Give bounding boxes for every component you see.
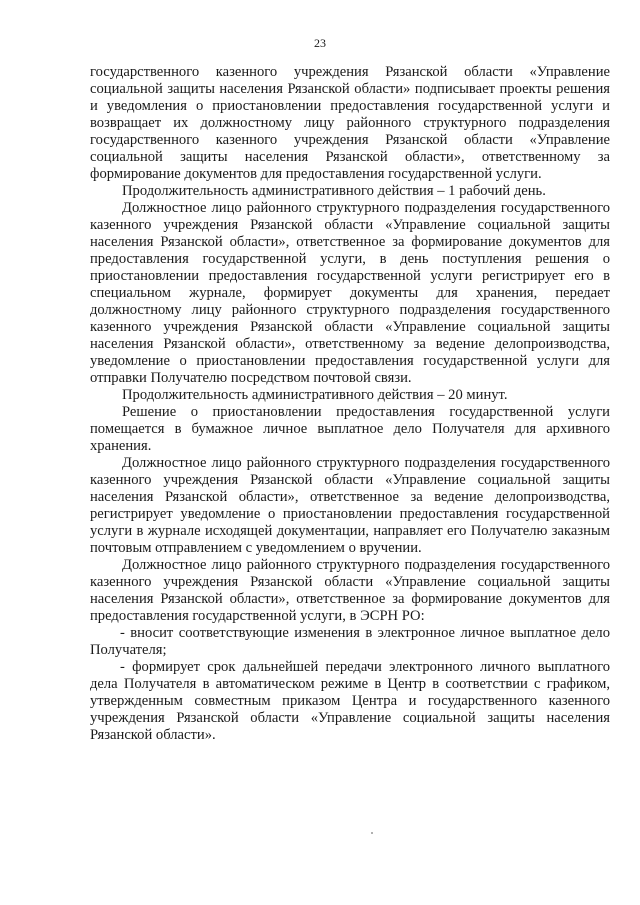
paragraph: государственного казенного учреждения Рязанской области «Управление социальной защиты населения Рязанской области» подписывает проекты решения и уведомления о приостановлении предоставления государственной услуги и возвращает их должностному лицу районного структурного подразделения государственного казенного учреждения Рязанской области «Управление социальной защиты населения Рязанской области», ответственному за формирование документов для предоставления государственной услуги.	[90, 64, 610, 182]
scan-speck	[371, 832, 373, 834]
paragraph: Должностное лицо районного структурного подразделения государственного казенного учреждения Рязанской области «Управление социальной защиты населения Рязанской области», ответственное за формирование документов для предоставления государственной услуги, в ЭСРН РО:	[90, 557, 610, 624]
paragraph: Продолжительность административного действия – 1 рабочий день.	[122, 183, 546, 199]
list-item: - формирует срок дальнейшей передачи электронного личного выплатного дела Получателя в автоматическом режиме в Центр в соответствии с графиком, утвержденным совместным приказом Центра и государственного казенного учреждения Рязанской области «Управление социальной защиты населения Рязанской области».	[90, 659, 610, 743]
page-number: 23	[314, 36, 326, 50]
body-text	[90, 64, 610, 744]
list-item: - вносит соответствующие изменения в электронное личное выплатное дело Получателя;	[90, 625, 610, 658]
paragraph: Должностное лицо районного структурного подразделения государственного казенного учреждения Рязанской области «Управление социальной защиты населения Рязанской области», ответственное за формирование документов для предоставления государственной услуги, в день поступления решения о приостановлении предоставления государственной услуги регистрирует его в специальном журнале, формирует документы для хранения, передает должностному лицу районного структурного подразделения государственного казенного учреждения Рязанской области «Управление социальной защиты населения Рязанской области», ответственному за ведение делопроизводства, уведомление о приостановлении предоставления государственной услуги для отправки Получателю посредством почтовой связи.	[90, 200, 610, 386]
paragraph: Решение о приостановлении предоставления государственной услуги помещается в бумажное личное выплатное дело Получателя для архивного хранения.	[90, 404, 610, 454]
paragraph: Продолжительность административного действия – 20 минут.	[122, 387, 508, 403]
paragraph: Должностное лицо районного структурного подразделения государственного казенного учреждения Рязанской области «Управление социальной защиты населения Рязанской области», ответственное за ведение делопроизводства, регистрирует уведомление о приостановлении предоставления государственной услуги в журнале исходящей документации, направляет его Получателю заказным почтовым отправлением с уведомлением о вручении.	[90, 455, 610, 556]
